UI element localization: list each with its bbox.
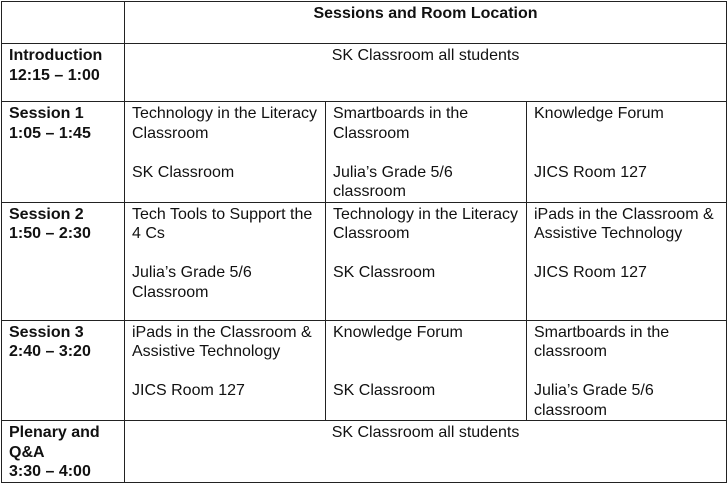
session-cell [125, 320, 326, 421]
row-name: Session 3 [9, 323, 84, 341]
schedule-row-introduction [2, 44, 727, 102]
corner-cell [2, 2, 125, 44]
session-cell [326, 102, 527, 203]
session-cell [326, 320, 527, 421]
session-cell [527, 202, 727, 320]
session-cell [125, 102, 326, 203]
session-room: JICS Room 127 [132, 382, 245, 399]
session-room: Julia’s Grade 5/6 Classroom [132, 264, 252, 301]
session-cell [326, 202, 527, 320]
all-students-cell: SK Classroom all students [125, 44, 727, 102]
session-room: SK Classroom [132, 163, 235, 181]
row-label [2, 421, 125, 483]
schedule-row-session-1 [2, 102, 727, 203]
row-label [2, 202, 125, 320]
session-room: Julia’s Grade 5/6 classroom [333, 163, 453, 200]
row-time: 1:05 – 1:45 [9, 124, 91, 142]
session-room: JICS Room 127 [534, 264, 647, 281]
row-name: Session 1 [9, 105, 84, 122]
session-title: Knowledge Forum [333, 323, 463, 341]
session-title: Knowledge Forum [534, 105, 664, 122]
session-title: Technology in the Literacy Classroom [333, 205, 518, 242]
row-time: 1:50 – 2:30 [9, 225, 91, 242]
session-title: Smartboards in the classroom [534, 323, 670, 360]
session-cell [527, 102, 727, 203]
row-label [2, 102, 125, 203]
session-room: Julia’s Grade 5/6 classroom [534, 382, 654, 419]
table-header: Sessions and Room Location [125, 2, 727, 44]
schedule-row-session-2 [2, 202, 727, 320]
row-name: Plenary and Q&A [9, 424, 100, 461]
session-room: SK Classroom [333, 264, 436, 281]
schedule-row-plenary [2, 421, 727, 483]
session-title: iPads in the Classroom & Assistive Technology [534, 205, 714, 242]
session-cell [125, 202, 326, 320]
all-students-cell: SK Classroom all students [125, 421, 727, 483]
session-title: iPads in the Classroom & Assistive Technology [132, 323, 312, 360]
session-title: Technology in the Literacy Classroom [132, 105, 317, 142]
session-cell [527, 320, 727, 421]
session-room: JICS Room 127 [534, 163, 647, 181]
row-time: 3:30 – 4:00 [9, 463, 91, 480]
session-room: SK Classroom [333, 382, 436, 399]
schedule-table [1, 1, 727, 483]
header-row [2, 2, 727, 44]
row-name: Introduction [9, 47, 103, 64]
row-label [2, 44, 125, 102]
row-time: 2:40 – 3:20 [9, 343, 91, 360]
session-title: Tech Tools to Support the 4 Cs [132, 205, 313, 242]
session-title: Smartboards in the Classroom [333, 105, 469, 142]
row-label [2, 320, 125, 421]
schedule-row-session-3 [2, 320, 727, 421]
row-name: Session 2 [9, 205, 84, 223]
row-time: 12:15 – 1:00 [9, 66, 100, 84]
